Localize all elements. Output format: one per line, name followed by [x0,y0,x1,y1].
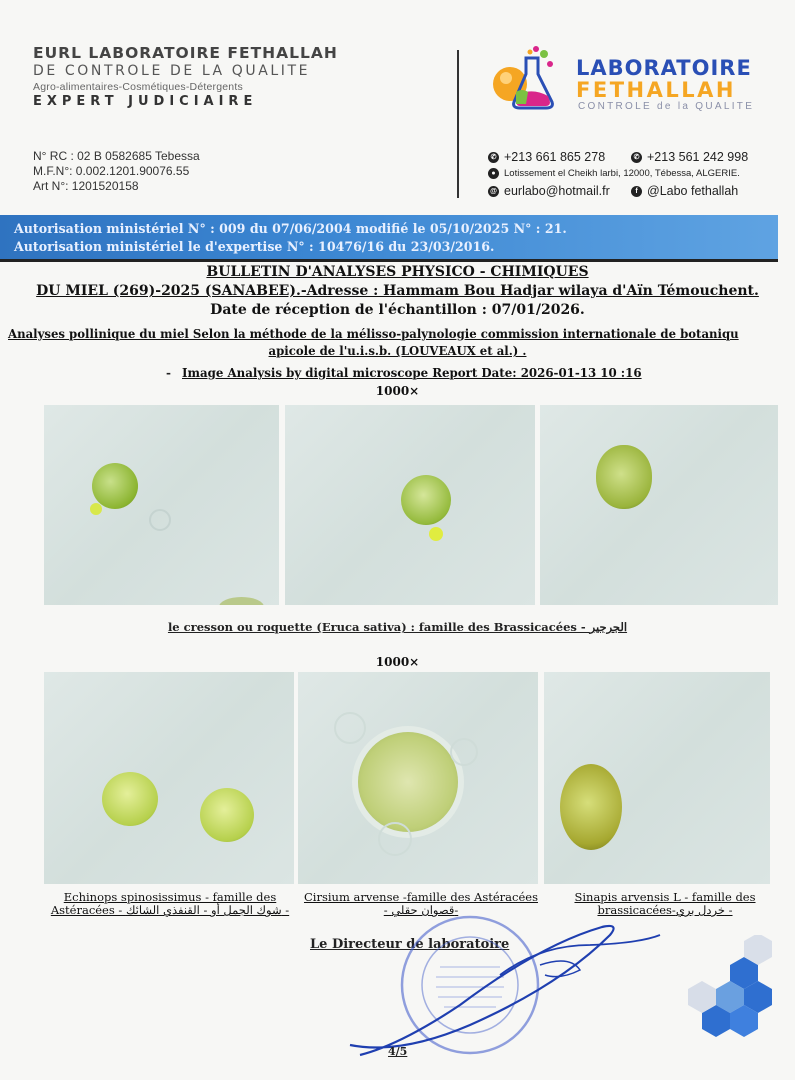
phone-contact-2: ✆ +213 561 242 998 [631,150,748,164]
registration-info [33,149,200,194]
authorization-line-2: Autorisation ministériel le d'expertise N° : 10476/16 du 23/03/2016. [14,239,495,254]
company-domains: Agro-alimentaires-Cosmétiques-Détergents [33,81,243,93]
pollen-grain [358,732,458,832]
microscope-image-2 [285,405,535,605]
band-underline [0,259,778,262]
bulletin-title: BULLETIN D'ANALYSES PHYSICO - CHIMIQUES [206,264,589,280]
logo-title: LABORATOIRE [576,56,752,80]
facebook-icon: f [631,186,642,197]
microscope-image-4 [44,672,294,884]
company-name: EURL LABORATOIRE FETHALLAH [33,44,338,62]
pollen-grain [149,509,171,531]
pollen-grain [200,788,254,842]
phone-icon: ✆ [488,152,499,163]
email-contact: @ eurlabo@hotmail.fr [488,184,610,198]
email-icon: @ [488,186,499,197]
caption-echinops: Echinops spinosissimus - famille des Astéracées - شوك الجمل أو - القنفذي الشائك - [50,890,290,917]
caption-cirsium: Cirsium arvense -famille des Astéracées - قصوان حقلي- [303,890,538,917]
logo-flask-icon [486,44,564,114]
image-analysis-dash: - [166,366,171,380]
hexagon-decoration [668,935,783,1065]
pollen-grain [102,772,158,826]
caption-sinapis: Sinapis arvensis L - famille des brassicacées-خردل بري - [574,890,756,917]
caption-eruca-sativa: le cresson ou roquette (Eruca sativa) : famille des Brassicacées - الجرجير [167,620,628,634]
method-line-1: Analyses pollinique du miel Selon la méthode de la mélisso-palynologie commission internationale de botaniqu [8,327,739,341]
location-icon: ● [488,168,499,179]
rc-number: N° RC : 02 B 0582685 Tebessa [33,149,200,163]
microscope-image-1 [44,405,279,605]
art-number: Art N°: 1201520158 [33,179,139,193]
pollen-grain [334,712,366,744]
method-line-2: apicole de l'u.i.s.b. (LOUVEAUX et al.) . [268,344,527,358]
pollen-grain [378,822,412,856]
company-subtitle: DE CONTROLE DE LA QUALITE [33,63,311,79]
header-divider [457,50,459,198]
pollen-grain [596,445,652,509]
phone-icon: ✆ [631,152,642,163]
image-analysis-report: Image Analysis by digital microscope Report Date: 2026-01-13 10 :16 [182,366,642,380]
microscope-image-3 [540,405,778,605]
pollen-grain [219,597,264,605]
logo-name: FETHALLAH [576,78,736,102]
magnification-label-2: 1000× [375,655,420,669]
pollen-grain [560,764,622,850]
microscope-image-6 [544,672,770,884]
logo-tagline: CONTROLE de la QUALITE [578,101,755,112]
pollen-grain [429,527,443,541]
page-number: 4/5 [388,1045,408,1058]
mfn-number: M.F.N°: 0.002.1201.90076.55 [33,164,190,178]
authorization-line-1: Autorisation ministériel N° : 009 du 07/06/2004 modifié le 05/10/2025 N° : 21. [14,221,567,236]
address-contact: ● Lotissement el Cheikh larbi, 12000, Tébessa, ALGERIE. [488,168,740,179]
pollen-grain [401,475,451,525]
microscope-image-5 [298,672,538,884]
company-header [33,44,338,109]
pollen-grain [90,503,102,515]
company-expert: EXPERT JUDICIAIRE [33,94,258,109]
sample-info: DU MIEL (269)-2025 (SANABEE).-Adresse : Hammam Bou Hadjar wilaya d'Aïn Témouchent. [36,283,759,299]
pollen-grain [92,463,138,509]
director-label: Le Directeur de laboratoire [310,937,510,952]
pollen-grain [450,738,478,766]
reception-date: Date de réception de l'échantillon : 07/01/2026. [210,302,585,318]
phone-contact-1: ✆ +213 661 865 278 [488,150,605,164]
facebook-contact: f @Labo fethallah [631,184,738,198]
magnification-label-1: 1000× [375,384,420,398]
authorization-band [0,215,778,259]
